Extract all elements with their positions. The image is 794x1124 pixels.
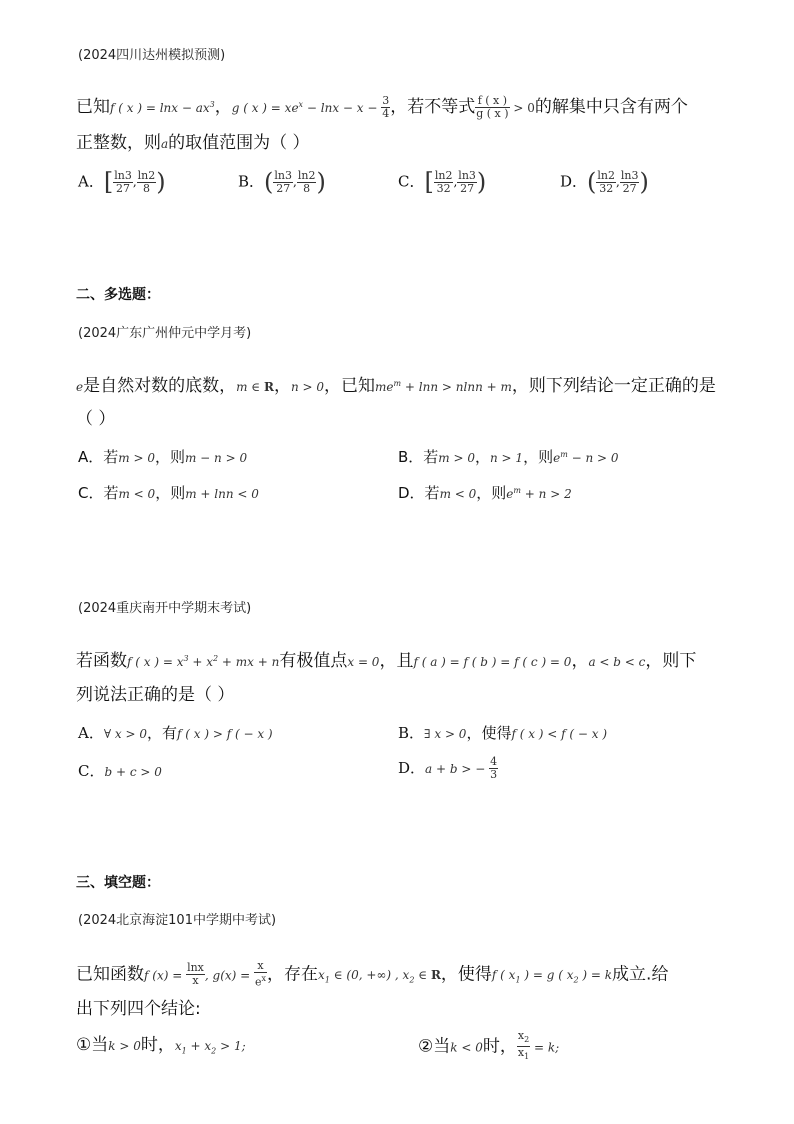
math-f-def: f ( x ) = $x^3 + x^2$ + mx + n [127,654,280,669]
stem-text: 已知函数 [76,964,144,985]
math: f ( a ) = f ( b ) = f ( c ) = 0 [413,655,572,669]
math: $e^m - n > 0$ [553,450,619,465]
math-fraction: $\frac{x_2}{x_1}$ [517,1029,530,1062]
math: f (x) = [144,968,187,983]
option-a[interactable] [78,722,273,743]
math-fraction: $\frac{f ( x )}{g ( x )}$ [476,93,509,120]
conclusion-label: ②当 [418,1036,451,1057]
math: a + b > − [425,762,490,776]
option-label: D． [560,172,588,191]
stem-text: ，已知 [324,376,376,396]
bracket: ( [587,168,597,196]
stem-text: ，则下 [645,651,697,671]
math: $x_1$ ∈ (0, +∞) , $x_2$ ∈ R [318,968,441,985]
problem-3-stem-line2: 列说法正确的是（ ） [76,685,235,705]
math-fraction: $\frac{\ln 3}{27}$ [114,168,132,195]
math-var: a [161,137,169,151]
problem-source: (2024四川达州模拟预测) [78,48,226,63]
math: m < 0 [118,487,156,501]
option-text: ，则 [523,448,554,466]
problem-4-stem-line2: 出下列四个结论: [76,999,201,1019]
stem-text: 时， [140,1035,175,1055]
bracket: ) [156,168,166,196]
math: ∀ x > 0 [103,727,147,741]
answer-paren: （ ） [76,409,116,429]
stem-text: 是自然对数的底数， [83,376,237,396]
option-a[interactable] [78,446,247,467]
math: n > 1 [490,451,524,465]
option-c[interactable]: C．[ $\frac{\ln 2}{32}$ , $\frac{\ln 3}{27}$ ) [398,168,487,196]
stem-text: 的取值范围为（ ） [168,133,310,153]
option-a[interactable]: A．[ $\frac{\ln 3}{27}$ , $\frac{\ln 2}{8}$ ) [78,168,166,196]
problem-source: (2024北京海淀101中学期中考试) [78,913,277,928]
math-ineq: n > 0 [290,380,325,394]
bracket: [ [103,168,114,196]
option-label: D．若 [398,484,440,502]
math: f ( $x_1$ ) = g ( $x_2$ ) = k [491,968,613,985]
stem-text: ，存在 [267,964,319,985]
stem-text: 正整数，则 [76,133,161,153]
math-g-def: g ( x ) = $xe^x - \ln x - x$ − [231,100,382,115]
option-text: ，有 [147,724,178,742]
math: f ( x ) < f ( − x ) [511,727,608,741]
stem-text: ， [214,97,232,117]
option-label: A．若 [78,448,119,466]
math-fraction: $\frac{\ln 3}{27}$ [274,168,293,195]
problem-1-stem-line2 [76,132,310,155]
math: m > 0 [118,451,155,465]
option-text: ， [475,448,491,466]
stem-text: 若函数 [76,651,127,671]
option-text: ，使得 [466,724,512,742]
math-fraction: $\frac{\ln 2}{32}$ [597,168,616,195]
option-label: A． [78,724,104,742]
conclusion-2 [418,1030,559,1063]
math: , g(x) = [204,968,255,983]
problem-3-stem-line1 [76,648,696,673]
math: ∃ x > 0 [424,727,467,741]
option-label: C． [398,172,425,191]
math: m + lnn < 0 [185,487,259,501]
option-label: C． [78,762,105,780]
math: a < b < c [588,655,646,669]
stem-text: 有极值点 [279,651,348,671]
option-label: B． [398,724,425,742]
math: $x_1 + x_2 > 1$; [174,1039,246,1056]
math: m < 0 [439,487,477,501]
math-m-in-r: m ∈ R [236,380,274,394]
math-fraction: $\frac{\ln 2}{8}$ [297,168,316,195]
conclusion-label: ①当 [76,1035,109,1055]
option-d[interactable] [398,482,572,503]
math: b + c > 0 [104,765,162,779]
section-title-multiple-choice: 二、多选题： [76,287,160,303]
option-text: ，则 [154,448,185,466]
conclusion-1 [76,1034,246,1062]
stem-text: 的解集中只含有两个 [534,97,688,117]
stem-text: ， [273,376,291,396]
option-text: ，则 [476,484,507,502]
problem-2-stem-line1 [76,373,716,398]
stem-text: ， [571,651,589,671]
problem-source: (2024重庆南开中学期末考试) [78,601,252,616]
option-b[interactable] [398,446,619,467]
section-title-fill-in: 三、填空题： [76,875,160,891]
math: m > 0 [438,451,475,465]
math: x = 0 [347,655,380,669]
math-fraction: $\frac{4}{3}$ [490,755,498,781]
math: = k; [530,1040,560,1055]
stem-text: 时， [482,1036,517,1057]
option-label: D． [398,759,426,777]
math-var: e [76,380,84,394]
math-fraction: $\frac{\ln 2}{8}$ [137,168,156,195]
option-c[interactable] [78,760,162,781]
math: $e^m + n > 2$ [506,486,572,501]
math-ineq: > 0 [509,101,535,115]
option-d[interactable]: D．( $\frac{\ln 2}{32}$ , $\frac{\ln 3}{27}$ ) [560,168,649,196]
stem-text: 已知 [76,97,110,117]
math: f ( x ) > f ( − x ) [177,727,273,741]
problem-1-stem-line1 [76,94,688,120]
option-d[interactable] [398,756,498,781]
math: k > 0 [108,1039,141,1053]
option-b[interactable] [398,722,607,743]
stem-text: ，使得 [440,964,492,985]
option-c[interactable] [78,482,259,503]
option-label: A． [78,172,104,191]
option-label: C．若 [78,484,119,502]
math: k < 0 [450,1040,483,1055]
bracket: ( [264,168,274,196]
math-fraction: $\frac{x}{e^x}$ [255,959,267,989]
bracket: ) [639,168,649,196]
bracket: ) [476,168,487,196]
math: m − n > 0 [184,451,248,465]
option-label: B． [238,172,265,191]
math-fraction: $\frac{\ln 3}{27}$ [620,168,639,195]
math-expr: $me^m + \ln n > nlnn + m$ [375,379,512,394]
math-fraction: $\frac{\ln 3}{27}$ [458,168,476,195]
math-f-def: f ( x ) = $\ln x - ax^3$ [110,100,215,115]
option-b[interactable]: B．( $\frac{\ln 3}{27}$ , $\frac{\ln 2}{8}$ ) [238,168,326,196]
bracket: [ [424,168,434,196]
bracket: ) [316,168,326,196]
stem-text: ，且 [379,651,414,671]
problem-4-stem-line1 [76,960,668,992]
math-fraction: $\frac{3}{4}$ [382,93,390,120]
math-fraction: $\frac{\ln 2}{32}$ [434,168,453,195]
stem-text: 成立.给 [612,964,669,985]
stem-text: ，若不等式 [390,97,476,117]
stem-text: ，则下列结论一定正确的是 [511,376,716,396]
math-fraction: $\frac{\ln x}{x}$ [187,960,204,987]
option-text: ，则 [155,484,186,502]
option-label: B．若 [398,448,439,466]
problem-source: (2024广东广州仲元中学月考) [78,326,252,341]
